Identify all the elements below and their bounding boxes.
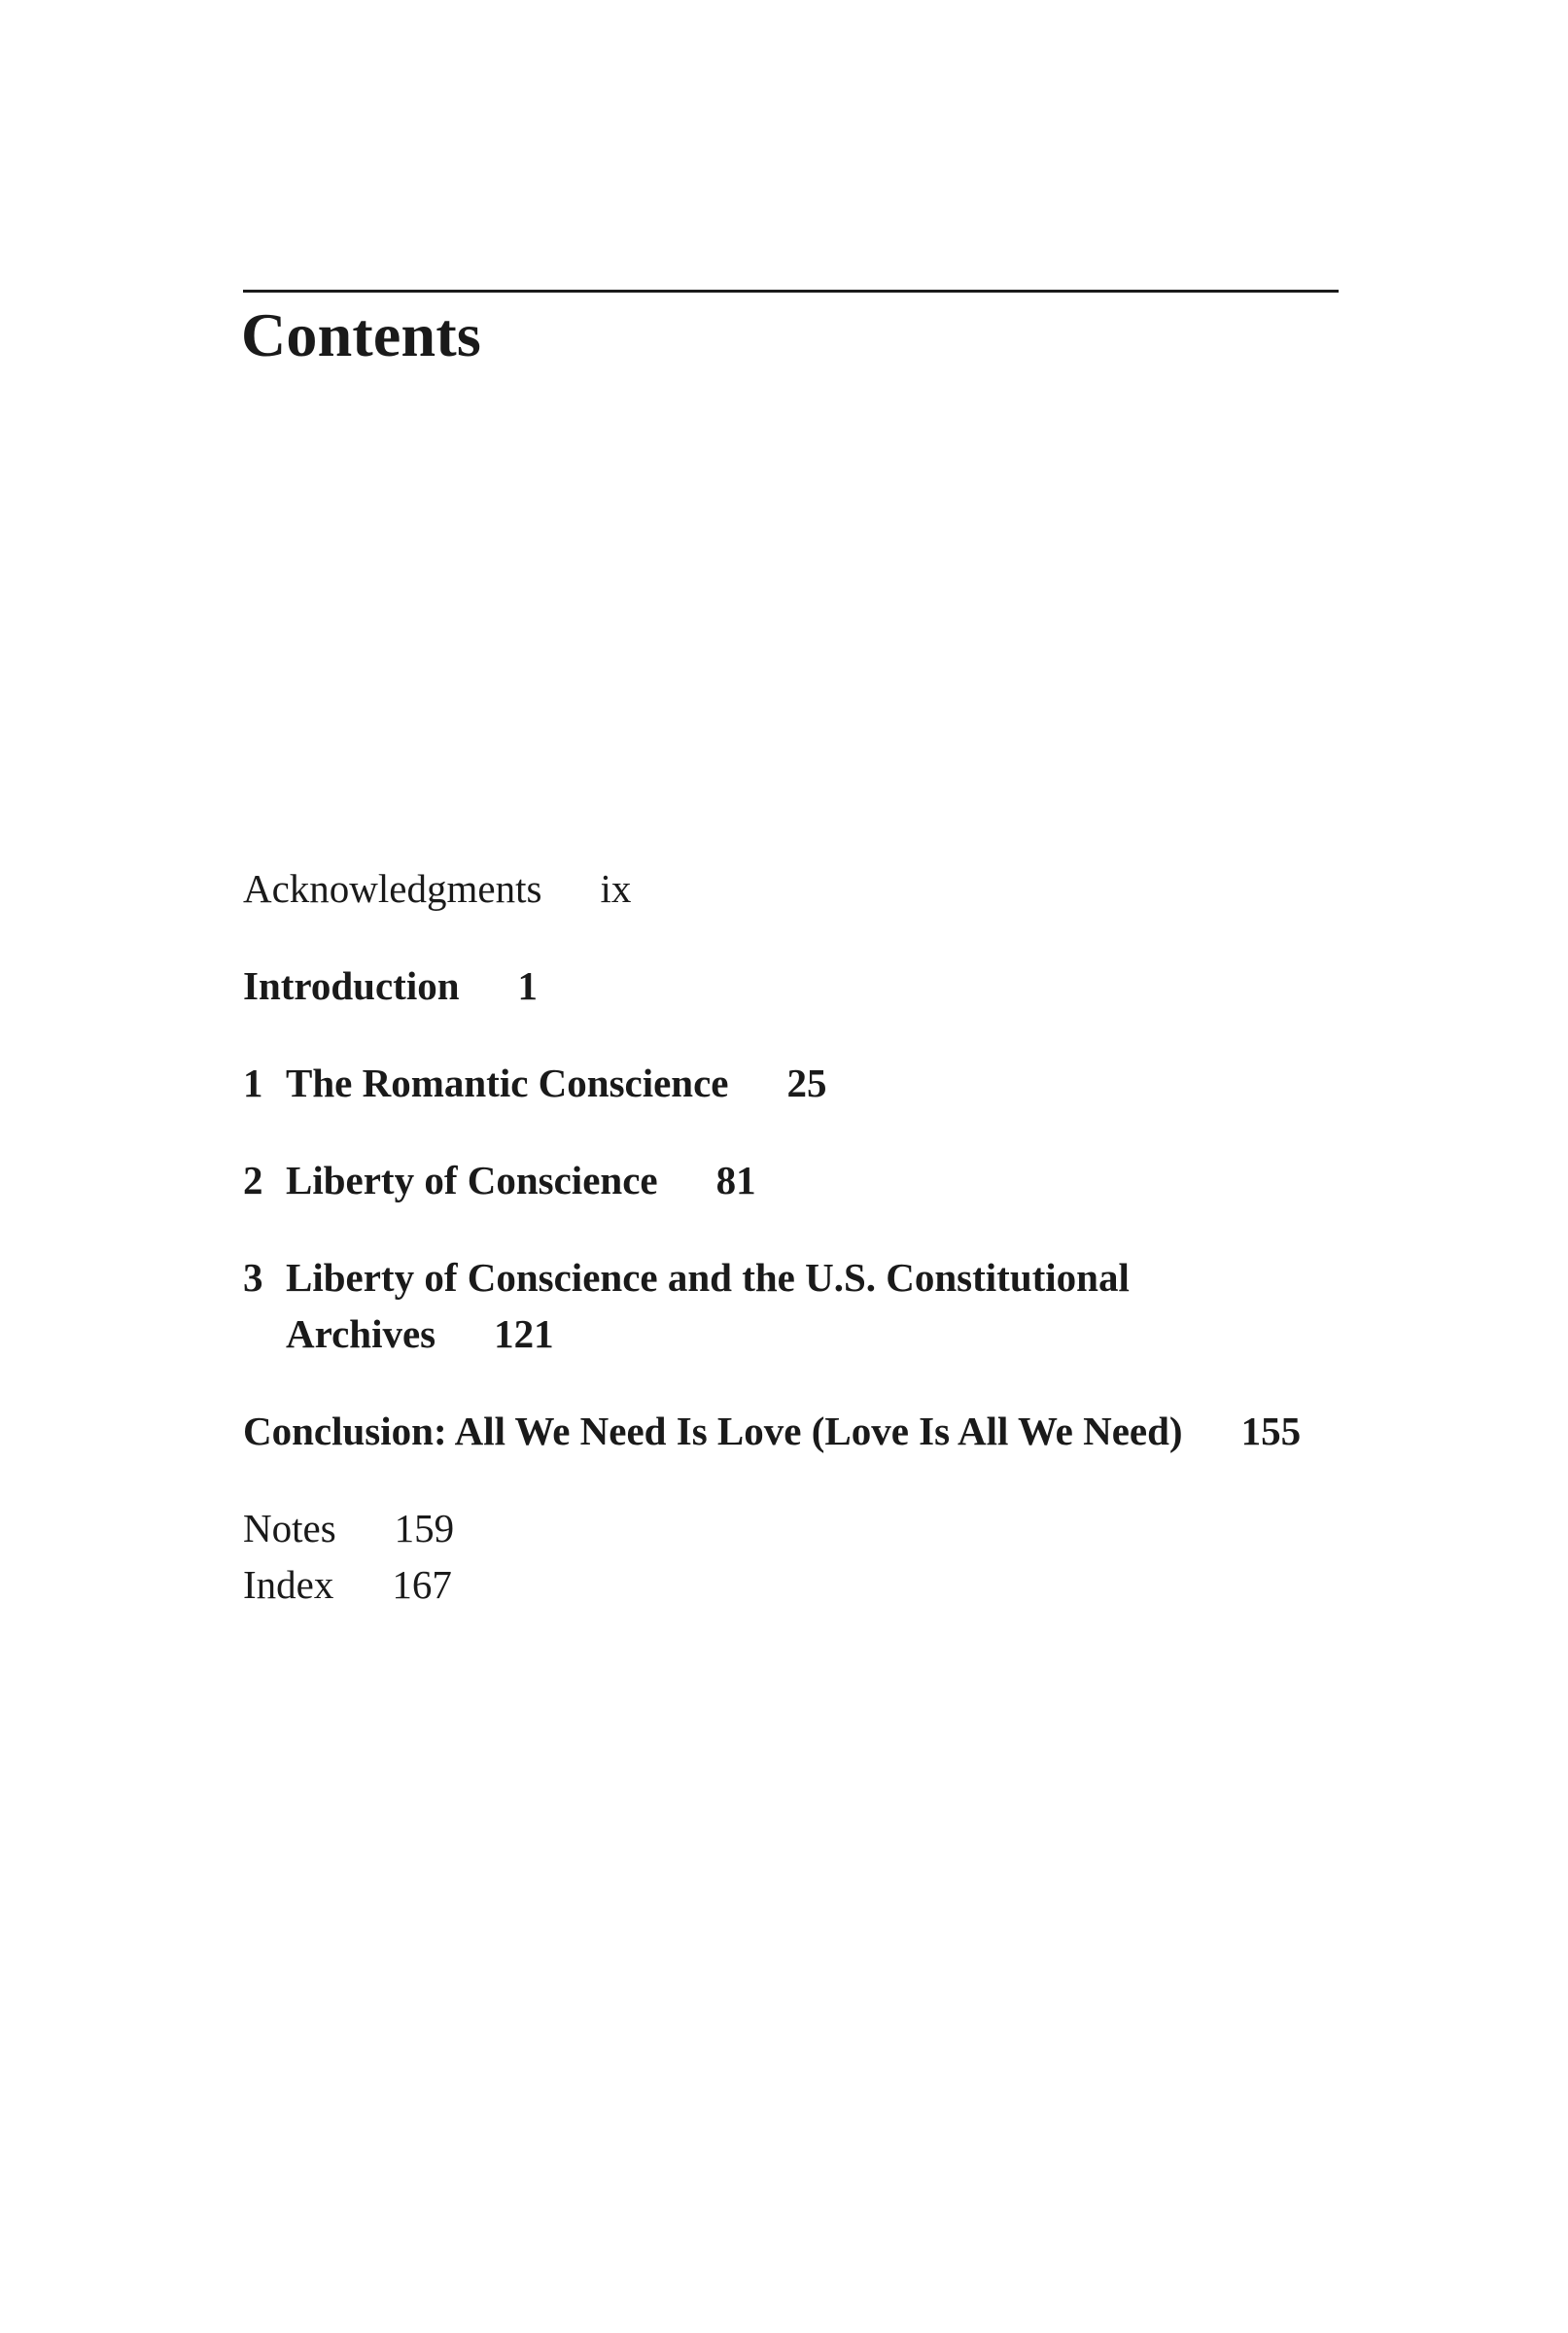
toc-entry-page: 121 [494, 1311, 554, 1356]
toc-entry-page: 81 [715, 1158, 756, 1202]
chapter-number: 3 [243, 1255, 263, 1300]
toc-entry-label: Notes [243, 1506, 336, 1550]
toc-entry-chapter-3 [243, 1249, 1339, 1362]
toc-entry-notes [243, 1500, 1339, 1556]
toc-entry-chapter-1 [243, 1055, 1339, 1111]
heading-rule [243, 290, 1339, 293]
toc-entry-page: ix [600, 866, 632, 911]
toc-entry-page: 25 [786, 1061, 827, 1105]
toc-entry-page: 1 [517, 963, 539, 1008]
toc-entry-acknowledgments [243, 860, 1339, 917]
chapter-number: 1 [243, 1061, 263, 1105]
table-of-contents [243, 860, 1339, 1613]
toc-entry-label-line-2: Archives [286, 1311, 436, 1356]
toc-entry-index [243, 1556, 1339, 1613]
toc-entry-label: Conclusion: All We Need Is Love (Love Is All We Need) [243, 1409, 1183, 1453]
toc-entry-introduction [243, 958, 1339, 1014]
toc-entry-page: 155 [1240, 1409, 1302, 1453]
toc-entry-conclusion [243, 1403, 1339, 1459]
toc-entry-label: Introduction [243, 963, 460, 1008]
toc-entry-label-line-2-wrap [243, 1306, 1339, 1362]
toc-entry-label: Liberty of Conscience [286, 1158, 658, 1202]
toc-entry-label: Index [243, 1562, 334, 1607]
toc-entry-label: The Romantic Conscience [286, 1061, 729, 1105]
page-title: Contents [241, 300, 481, 369]
toc-entry-label: Acknowledgments [243, 866, 542, 911]
toc-entry-page: 167 [392, 1562, 452, 1607]
chapter-number: 2 [243, 1158, 263, 1202]
toc-entry-page: 159 [394, 1506, 455, 1550]
toc-entry-label-line-1: Liberty of Conscience and the U.S. Constitutional [286, 1255, 1130, 1300]
toc-entry-chapter-2 [243, 1152, 1339, 1208]
